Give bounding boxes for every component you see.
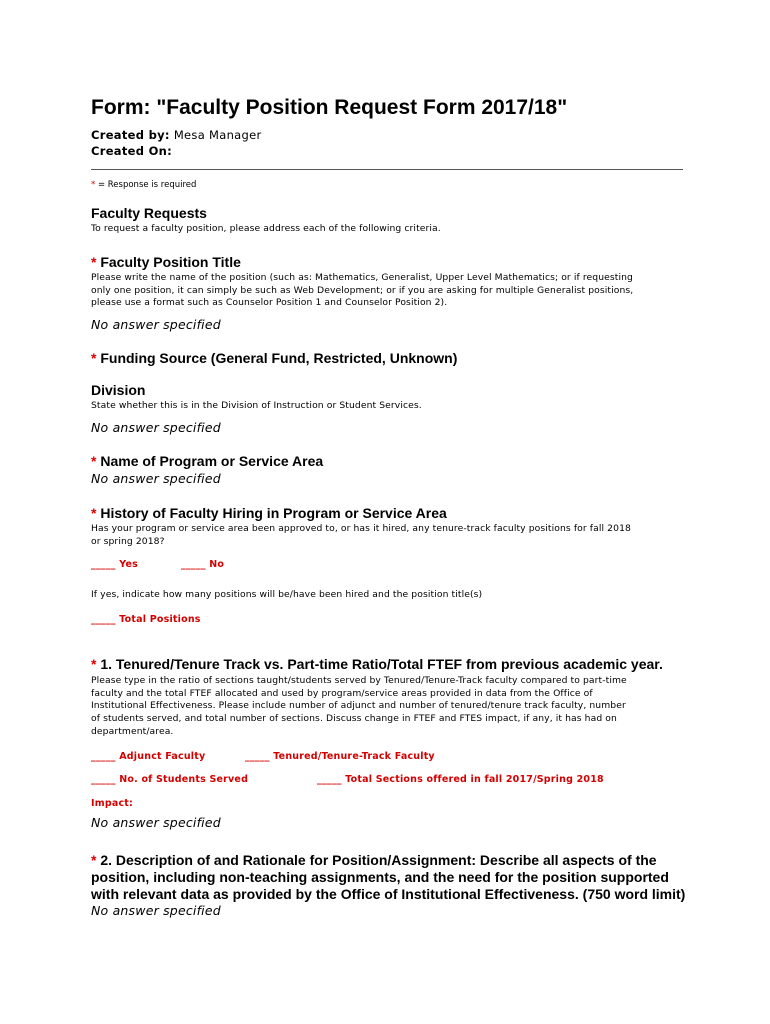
faculty-requests-section — [91, 205, 683, 236]
created-by-label: Created by: — [91, 128, 170, 142]
position-title-section — [91, 254, 691, 333]
history-desc-line: Has your program or service area been approved to, or has it hired, any tenure-track faculty positions for fall 2018 — [91, 523, 631, 534]
ratio-desc-line: of students served, and total number of sections. Discuss change in FTEF and FTES impact, if any, it has had on — [91, 713, 617, 725]
required-note-text: = Response is required — [95, 180, 197, 190]
form-title: Form: "Faculty Position Request Form 2017/18" — [91, 96, 568, 119]
description-section — [91, 852, 691, 919]
created-by-line — [91, 127, 683, 143]
program-label: Name of Program or Service Area — [100, 453, 324, 469]
ratio-impact-label: Impact: — [91, 797, 134, 809]
history-yes-no — [91, 559, 691, 570]
funding-section — [91, 350, 683, 367]
history-no: _____ No — [181, 559, 225, 571]
ratio-heading — [91, 656, 691, 673]
ratio-tenured: _____ Tenured/Tenure-Track Faculty — [245, 750, 435, 762]
header-divider — [91, 169, 683, 170]
history-label: History of Faculty Hiring in Program or Service Area — [100, 505, 447, 521]
ratio-answer: No answer specified — [91, 814, 221, 830]
program-section — [91, 453, 683, 487]
required-star: * — [91, 254, 97, 270]
ratio-students: _____ No. of Students Served — [91, 773, 249, 785]
ratio-desc-line: faculty and the total FTEF allocated and used by program/service areas provided in data from the Office of — [91, 687, 593, 699]
division-desc: State whether this is in the Division of Instruction or Student Services. — [91, 400, 422, 411]
ratio-desc-line: department/area. — [91, 725, 174, 737]
ratio-label: 1. Tenured/Tenure Track vs. Part-time Ratio/Total FTEF from previous academic year. — [100, 656, 663, 672]
history-section — [91, 505, 691, 625]
funding-label: Funding Source (General Fund, Restricted, Unknown) — [100, 350, 458, 366]
description-heading-line — [91, 852, 691, 869]
ratio-desc-line: Please type in the ratio of sections taught/students served by Tenured/Tenure-Track faculty compared to part-time — [91, 675, 627, 686]
required-star: * — [91, 350, 97, 366]
description-label-1: 2. Description of and Rationale for Position/Assignment: Describe all aspects of the — [100, 852, 657, 868]
history-heading — [91, 505, 691, 522]
funding-heading — [91, 350, 683, 367]
form-page — [91, 95, 686, 918]
position-title-label: Faculty Position Title — [100, 254, 241, 270]
ratio-sections: _____ Total Sections offered in fall 2017/Spring 2018 — [317, 773, 604, 785]
required-star: * — [91, 505, 97, 521]
history-if-yes: If yes, indicate how many positions will be/have been hired and the position title(s) — [91, 589, 483, 601]
ratio-students-row — [91, 774, 691, 785]
position-title-desc-line: Please write the name of the position (such as: Mathematics, Generalist, Upper Level Mathematics; or if requesting — [91, 272, 633, 283]
required-star: * — [91, 852, 97, 868]
program-answer: No answer specified — [91, 471, 221, 486]
history-desc-line: or spring 2018? — [91, 535, 165, 547]
ratio-faculty-row — [91, 751, 691, 762]
division-heading: Division — [91, 382, 146, 398]
history-yes: _____ Yes — [91, 559, 138, 571]
required-star: * — [91, 453, 97, 469]
description-label-3: with relevant data as provided by the Office of Institutional Effectiveness. (750 word limit) — [91, 886, 686, 902]
ratio-desc-line: Institutional Effectiveness. Please include number of adjunct and number of tenured/tenure track faculty, number — [91, 700, 626, 712]
required-star: * — [91, 656, 97, 672]
division-answer: No answer specified — [91, 419, 221, 435]
description-answer: No answer specified — [91, 903, 221, 918]
created-on-line — [91, 143, 683, 159]
description-label-2: position, including non-teaching assignments, and the need for the position supported — [91, 869, 669, 885]
position-title-answer: No answer specified — [91, 317, 221, 333]
ratio-section — [91, 656, 691, 831]
division-section — [91, 382, 683, 436]
position-title-desc-line: please use a format such as Counselor Position 1 and Counselor Position 2). — [91, 297, 448, 309]
created-on-label: Created On: — [91, 144, 173, 158]
required-note — [91, 179, 683, 191]
position-title-desc-line: only one position, it can simply be such as Web Development; or if you are asking for multiple Generalist positions, — [91, 284, 634, 296]
created-by-value: Mesa Manager — [173, 128, 262, 142]
faculty-requests-desc: To request a faculty position, please address each of the following criteria. — [91, 223, 441, 234]
faculty-requests-heading: Faculty Requests — [91, 205, 207, 221]
history-total-positions: _____ Total Positions — [91, 614, 201, 626]
program-heading — [91, 453, 683, 470]
position-title-heading — [91, 254, 691, 271]
required-star: * — [91, 180, 96, 190]
ratio-adjunct: _____ Adjunct Faculty — [91, 750, 206, 762]
